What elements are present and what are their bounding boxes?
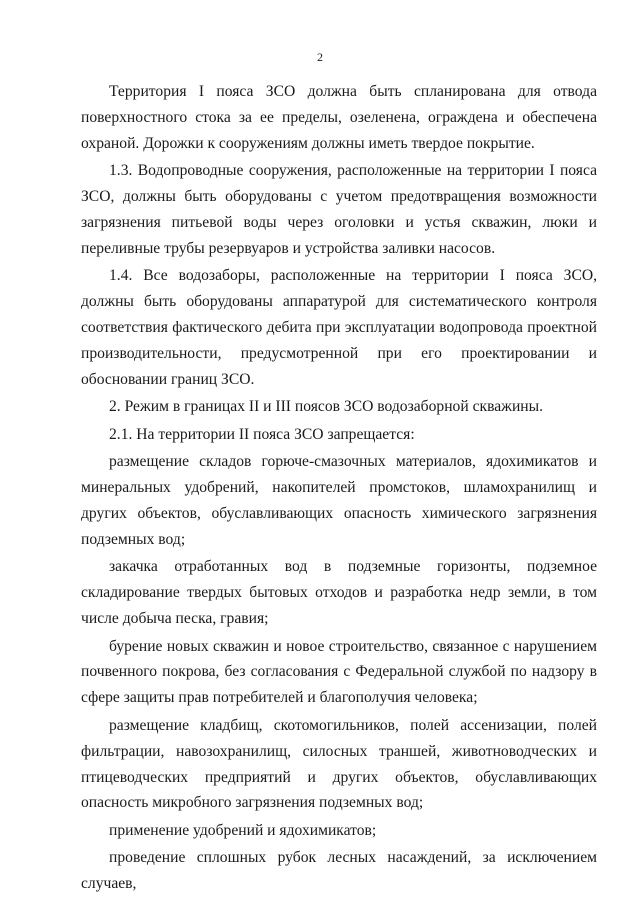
paragraph-1-3-waterworks: 1.3. Водопроводные сооружения, расположенные на территории I пояса ЗСО, должны быть оборудованы с учетом предотвращения возможности загрязнения питьевой воды через оголовки и устья скважин, люки и переливные трубы резервуаров и устройства заливки насосов. [81,162,597,257]
list-item-storage-placement: размещение складов горюче-смазочных материалов, ядохимикатов и минеральных удобрений, накопителей промстоков, шламохранилищ и других объектов, обуславливающих опасность химического загрязнения подземных вод; [81,453,597,548]
list-item-clear-cutting: проведение сплошных рубок лесных насаждений, за исключением случаев, [81,849,597,893]
paragraph-2-1-prohibited: 2.1. На территории II пояса ЗСО запрещается: [109,425,415,443]
section-heading-2: 2. Режим в границах II и III поясов ЗСО водозаборной скважины. [109,398,544,416]
list-item-cemeteries: размещение кладбищ, скотомогильников, полей ассенизации, полей фильтрации, навозохранилищ, силосных траншей, животноводческих и птицеводческих предприятий и других объектов, обуславливающих опасность микробного загрязнения подземных вод; [81,716,597,812]
paragraph-territory-zone-1: Территория I пояса ЗСО должна быть спланирована для отвода поверхностного стока за ее пределы, озеленена, ограждена и обеспечена охраной. Дорожки к сооружениям должны иметь твердое покрытие. [81,83,597,152]
paragraph-1-4-water-intakes: 1.4. Все водозаборы, расположенные на территории I пояса ЗСО, должны быть оборудованы аппаратурой для систематического контроля соответствия фактического дебита при эксплуатации водопровода проектной производительности, предусмотренной при его проектировании и обосновании границ ЗСО. [81,267,597,388]
list-item-waste-injection: закачка отработанных вод в подземные горизонты, подземное складирование твердых бытовых отходов и разработка недр земли, в том числе добыча песка, гравия; [81,558,597,628]
list-item-fertilizers: применение удобрений и ядохимикатов; [109,821,377,839]
list-item-new-wells: бурение новых скважин и новое строительство, связанное с нарушением почвенного покрова, без согласования с Федеральной службой по надзору в сфере защиты прав потребителей и благополучия человека; [81,637,597,707]
page-number: 2 [317,50,323,64]
document-body [81,79,597,897]
